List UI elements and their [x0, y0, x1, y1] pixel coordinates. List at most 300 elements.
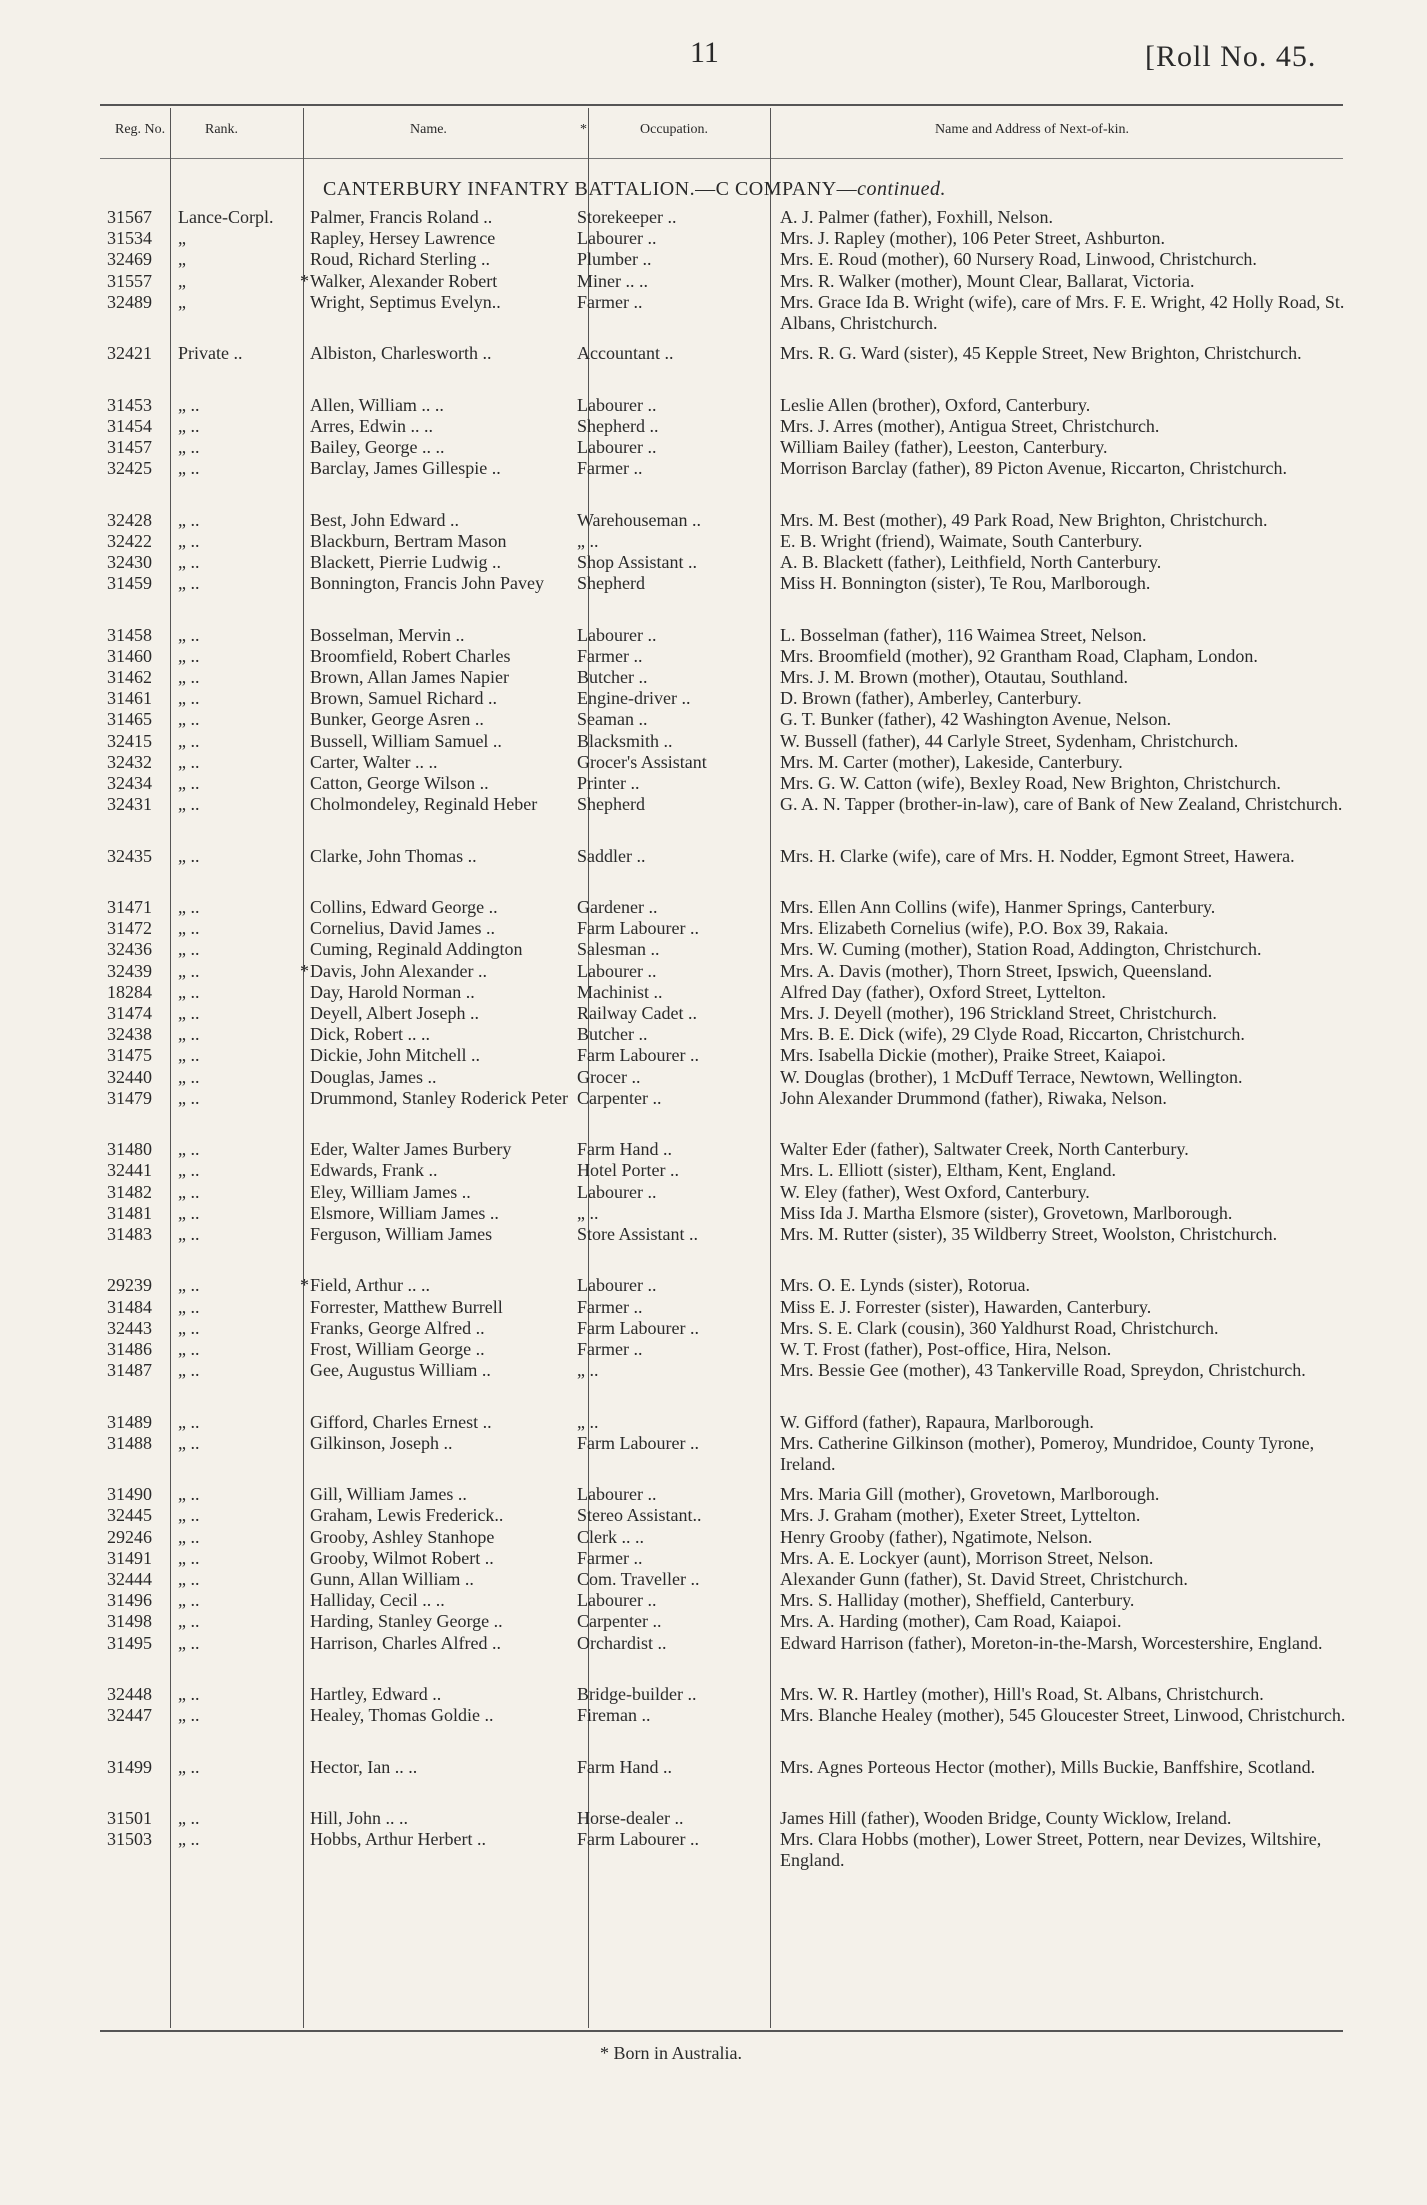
name-cell: Arres, Edwin .. ..: [310, 415, 433, 436]
occupation-cell: „ ..: [577, 1360, 599, 1381]
name-cell: Allen, William .. ..: [310, 394, 444, 415]
name-cell: Dickie, John Mitchell ..: [310, 1045, 480, 1066]
next-of-kin-cell: A. B. Blackett (father), Leithfield, North Canterbury.: [780, 552, 1162, 572]
next-of-kin-cell: Mrs. Isabella Dickie (mother), Praike Street, Kaiapoi.: [780, 1045, 1166, 1066]
reg-no-cell: 32428: [107, 509, 152, 530]
born-in-australia-mark: *: [300, 1275, 309, 1296]
occupation-cell: Grocer ..: [577, 1066, 641, 1087]
reg-no-cell: 31557: [107, 270, 152, 291]
section-title: [323, 178, 946, 201]
name-cell: Hartley, Edward ..: [310, 1684, 442, 1704]
occupation-cell: Farm Hand ..: [577, 1139, 672, 1160]
next-of-kin-cell: Mrs. Bessie Gee (mother), 43 Tankerville Road, Spreydon, Christchurch.: [780, 1360, 1306, 1381]
reg-no-cell: 31487: [107, 1360, 152, 1381]
name-cell: Harrison, Charles Alfred ..: [310, 1632, 501, 1653]
rank-cell: „ ..: [178, 573, 200, 594]
reg-no-cell: 32441: [107, 1160, 152, 1181]
occupation-cell: Gardener ..: [577, 897, 658, 917]
occupation-cell: Orchardist ..: [577, 1632, 667, 1653]
next-of-kin-cell: John Alexander Drummond (father), Riwaka, Nelson.: [780, 1087, 1167, 1108]
occupation-cell: Seaman ..: [577, 709, 648, 730]
next-of-kin-cell: Mrs. J. Deyell (mother), 196 Strickland Street, Christchurch.: [780, 1003, 1217, 1023]
next-of-kin-cell: G. A. N. Tapper (brother-in-law), care of Bank of New Zealand, Christchurch.: [780, 794, 1343, 815]
name-cell: Forrester, Matthew Burrell: [310, 1296, 503, 1317]
reg-no-cell: 32434: [107, 773, 152, 793]
rank-cell: „ ..: [178, 709, 200, 730]
name-cell: Graham, Lewis Frederick..: [310, 1505, 504, 1526]
name-cell: Gifford, Charles Ernest ..: [310, 1411, 492, 1432]
occupation-cell: Clerk .. ..: [577, 1526, 644, 1547]
rank-cell: „ ..: [178, 1705, 200, 1726]
name-cell: Deyell, Albert Joseph ..: [310, 1003, 479, 1023]
reg-no-cell: 32435: [107, 845, 152, 866]
col-head-rank: Rank.: [205, 122, 239, 137]
occupation-cell: Grocer's Assistant: [577, 751, 707, 772]
occupation-cell: Farm Hand ..: [577, 1756, 672, 1777]
rank-cell: „ ..: [178, 1526, 200, 1547]
occupation-cell: Labourer ..: [577, 437, 657, 457]
reg-no-cell: 31498: [107, 1611, 152, 1632]
reg-no-cell: 31459: [107, 573, 152, 594]
rank-cell: „ ..: [178, 624, 200, 645]
reg-no-cell: 31471: [107, 897, 152, 917]
occupation-cell: Farm Labourer ..: [577, 1829, 699, 1850]
occupation-cell: Farm Labourer ..: [577, 1432, 699, 1453]
rank-cell: „ ..: [178, 1484, 200, 1505]
reg-no-cell: 32431: [107, 794, 152, 815]
rank-cell: „ ..: [178, 1224, 200, 1244]
rank-cell: „ ..: [178, 1684, 200, 1704]
reg-no-cell: 18284: [107, 981, 152, 1002]
name-cell: Broomfield, Robert Charles: [310, 645, 511, 666]
rank-cell: „ ..: [178, 1024, 200, 1045]
occupation-cell: Shepherd: [577, 794, 645, 815]
occupation-cell: Store Assistant ..: [577, 1224, 699, 1244]
next-of-kin-cell: Miss Ida J. Martha Elsmore (sister), Grovetown, Marlborough.: [780, 1202, 1233, 1223]
occupation-cell: Stereo Assistant..: [577, 1505, 702, 1526]
name-cell: Hill, John .. ..: [310, 1808, 409, 1828]
next-of-kin-cell: Mrs. A. Davis (mother), Thorn Street, Ipswich, Queensland.: [780, 960, 1213, 981]
section-title-text: CANTERBURY INFANTRY BATTALION.—C COMPANY—: [323, 178, 858, 200]
rank-cell: „ ..: [178, 1611, 200, 1632]
reg-no-cell: 32443: [107, 1317, 152, 1338]
occupation-cell: Railway Cadet ..: [577, 1003, 697, 1023]
occupation-cell: Labourer ..: [577, 1484, 657, 1505]
rank-cell: „ ..: [178, 794, 200, 815]
rank-cell: „ ..: [178, 1590, 200, 1611]
occupation-cell: Hotel Porter ..: [577, 1160, 679, 1181]
occupation-cell: Farm Labourer ..: [577, 918, 699, 939]
next-of-kin-cell: L. Bosselman (father), 116 Waimea Street, Nelson.: [780, 624, 1147, 645]
col-head-occupation: Occupation.: [640, 122, 709, 137]
reg-no-cell: 32432: [107, 751, 152, 772]
next-of-kin-cell: Mrs. H. Clarke (wife), care of Mrs. H. Nodder, Egmont Street, Hawera.: [780, 845, 1295, 866]
name-cell: Bonnington, Francis John Pavey: [310, 573, 544, 594]
occupation-cell: Bridge-builder ..: [577, 1684, 697, 1704]
name-cell: Healey, Thomas Goldie ..: [310, 1705, 494, 1726]
next-of-kin-cell: G. T. Bunker (father), 42 Washington Avenue, Nelson.: [780, 709, 1172, 730]
rank-cell: „: [178, 228, 186, 249]
rank-cell: „ ..: [178, 1505, 200, 1526]
name-cell: Barclay, James Gillespie ..: [310, 458, 501, 479]
rank-cell: „ ..: [178, 1808, 200, 1828]
rank-cell: „ ..: [178, 1181, 200, 1202]
rank-cell: „ ..: [178, 1087, 200, 1108]
name-cell: Brown, Samuel Richard ..: [310, 688, 497, 709]
name-cell: Bussell, William Samuel ..: [310, 730, 502, 751]
name-cell: Harding, Stanley George ..: [310, 1611, 503, 1632]
rank-cell: „ ..: [178, 1411, 200, 1432]
reg-no-cell: 32430: [107, 552, 152, 572]
rank-cell: „ ..: [178, 688, 200, 709]
next-of-kin-cell: W. Douglas (brother), 1 McDuff Terrace, Newtown, Wellington.: [780, 1066, 1243, 1087]
occupation-cell: „ ..: [577, 530, 599, 551]
rank-cell: „ ..: [178, 981, 200, 1002]
occupation-cell: Carpenter ..: [577, 1087, 662, 1108]
bottom-rule: [100, 2030, 1343, 2032]
reg-no-cell: 31567: [107, 207, 152, 227]
next-of-kin-cell: Mrs. Broomfield (mother), 92 Grantham Road, Clapham, London.: [780, 645, 1258, 666]
reg-no-cell: 31454: [107, 415, 152, 436]
next-of-kin-cell: D. Brown (father), Amberley, Canterbury.: [780, 688, 1082, 709]
next-of-kin-cell: Mrs. E. Roud (mother), 60 Nursery Road, Linwood, Christchurch.: [780, 249, 1257, 270]
reg-no-cell: 31501: [107, 1808, 152, 1828]
rank-cell: Private ..: [178, 343, 243, 364]
rank-cell: „ ..: [178, 509, 200, 530]
rank-cell: „ ..: [178, 751, 200, 772]
reg-no-cell: 31453: [107, 394, 152, 415]
occupation-cell: Farm Labourer ..: [577, 1317, 699, 1338]
next-of-kin-cell: Mrs. S. Halliday (mother), Sheffield, Canterbury.: [780, 1590, 1135, 1611]
next-of-kin-cell: Mrs. W. R. Hartley (mother), Hill's Road, St. Albans, Christchurch.: [780, 1684, 1264, 1704]
name-cell: Gilkinson, Joseph ..: [310, 1432, 453, 1453]
rank-cell: „ ..: [178, 1569, 200, 1589]
rank-cell: „ ..: [178, 1632, 200, 1653]
occupation-cell: Horse-dealer ..: [577, 1808, 684, 1828]
name-cell: Davis, John Alexander ..: [310, 960, 487, 981]
reg-no-cell: 32489: [107, 291, 152, 312]
name-cell: Best, John Edward ..: [310, 509, 459, 530]
name-cell: Bunker, George Asren ..: [310, 709, 484, 730]
occupation-cell: Butcher ..: [577, 667, 648, 687]
occupation-cell: Farmer ..: [577, 458, 643, 479]
occupation-cell: Farmer ..: [577, 291, 643, 312]
next-of-kin-cell: Mrs. R. Walker (mother), Mount Clear, Ballarat, Victoria.: [780, 270, 1195, 291]
occupation-cell: Fireman ..: [577, 1705, 651, 1726]
reg-no-cell: 32445: [107, 1505, 152, 1526]
next-of-kin-cell: Mrs. J. Rapley (mother), 106 Peter Street, Ashburton.: [780, 228, 1165, 249]
rank-cell: „: [178, 291, 186, 312]
next-of-kin-cell: Morrison Barclay (father), 89 Picton Avenue, Riccarton, Christchurch.: [780, 458, 1288, 479]
rank-cell: „ ..: [178, 1045, 200, 1066]
name-cell: Grooby, Wilmot Robert ..: [310, 1547, 494, 1568]
column-divider: [170, 108, 171, 2028]
next-of-kin-cell: E. B. Wright (friend), Waimate, South Canterbury.: [780, 530, 1143, 551]
reg-no-cell: 31475: [107, 1045, 152, 1066]
col-head-reg-no: Reg. No.: [115, 122, 166, 137]
rank-cell: „ ..: [178, 939, 200, 960]
occupation-cell: Farm Labourer ..: [577, 1045, 699, 1066]
name-cell: Rapley, Hersey Lawrence: [310, 228, 496, 249]
col-head-next-of-kin: Name and Address of Next-of-kin.: [935, 122, 1130, 137]
next-of-kin-cell: Mrs. Blanche Healey (mother), 545 Gloucester Street, Linwood, Christchurch.: [780, 1705, 1346, 1726]
next-of-kin-cell: Mrs. S. E. Clark (cousin), 360 Yaldhurst Road, Christchurch.: [780, 1317, 1219, 1338]
rank-cell: Lance-Corpl.: [178, 207, 274, 227]
name-cell: Blackburn, Bertram Mason: [310, 530, 507, 551]
rank-cell: „ ..: [178, 645, 200, 666]
occupation-cell: Com. Traveller ..: [577, 1569, 700, 1589]
occupation-cell: „ ..: [577, 1202, 599, 1223]
occupation-cell: Labourer ..: [577, 1181, 657, 1202]
column-divider: [303, 108, 304, 2028]
rank-cell: „ ..: [178, 1339, 200, 1359]
name-cell: Palmer, Francis Roland ..: [310, 207, 493, 227]
rank-cell: „ ..: [178, 1003, 200, 1023]
name-cell: Halliday, Cecil .. ..: [310, 1590, 445, 1611]
reg-no-cell: 31484: [107, 1296, 152, 1317]
col-head-name: Name.: [410, 122, 447, 137]
next-of-kin-cell: Alexander Gunn (father), St. David Street, Christchurch.: [780, 1569, 1188, 1589]
occupation-cell: Labourer ..: [577, 1590, 657, 1611]
reg-no-cell: 32425: [107, 458, 152, 479]
reg-no-cell: 32448: [107, 1684, 152, 1704]
next-of-kin-cell: Mrs. B. E. Dick (wife), 29 Clyde Road, Riccarton, Christchurch.: [780, 1024, 1245, 1045]
name-cell: Carter, Walter .. ..: [310, 751, 438, 772]
name-cell: Elsmore, William James ..: [310, 1202, 499, 1223]
name-cell: Hobbs, Arthur Herbert ..: [310, 1829, 486, 1850]
name-cell: Roud, Richard Sterling ..: [310, 249, 490, 270]
name-cell: Ferguson, William James: [310, 1224, 493, 1244]
name-cell: Gill, William James ..: [310, 1484, 467, 1505]
footnote: * Born in Australia.: [600, 2043, 742, 2063]
occupation-cell: Farmer ..: [577, 1547, 643, 1568]
name-cell: Frost, William George ..: [310, 1339, 485, 1359]
reg-no-cell: 31490: [107, 1484, 152, 1505]
page-number: 11: [690, 36, 719, 69]
name-cell: Grooby, Ashley Stanhope: [310, 1526, 495, 1547]
reg-no-cell: 31482: [107, 1181, 152, 1202]
rank-cell: „ ..: [178, 667, 200, 687]
reg-no-cell: 32436: [107, 939, 152, 960]
rank-cell: „ ..: [178, 1829, 200, 1850]
reg-no-cell: 31461: [107, 688, 152, 709]
reg-no-cell: 31472: [107, 918, 152, 939]
header-rule-bottom: [100, 158, 1343, 159]
name-cell: Brown, Allan James Napier: [310, 667, 509, 687]
reg-no-cell: 31491: [107, 1547, 152, 1568]
reg-no-cell: 31488: [107, 1432, 152, 1453]
name-cell: Hector, Ian .. ..: [310, 1756, 418, 1777]
born-in-australia-mark: *: [300, 960, 309, 981]
occupation-cell: Labourer ..: [577, 960, 657, 981]
reg-no-cell: 31465: [107, 709, 152, 730]
occupation-cell: Plumber ..: [577, 249, 652, 270]
next-of-kin-cell: Mrs. Ellen Ann Collins (wife), Hanmer Springs, Canterbury.: [780, 897, 1216, 917]
reg-no-cell: 31495: [107, 1632, 152, 1653]
next-of-kin-cell: Leslie Allen (brother), Oxford, Canterbury.: [780, 394, 1091, 415]
next-of-kin-cell: Mrs. Grace Ida B. Wright (wife), care of Mrs. F. E. Wright, 42 Holly Road, St. Albans, Christchurch.: [780, 291, 1345, 333]
occupation-cell: Warehouseman ..: [577, 509, 702, 530]
next-of-kin-cell: Mrs. J. Graham (mother), Exeter Street, Lyttelton.: [780, 1505, 1141, 1526]
rank-cell: „ ..: [178, 1066, 200, 1087]
born-in-australia-mark: *: [300, 270, 309, 291]
reg-no-cell: 31499: [107, 1756, 152, 1777]
next-of-kin-cell: Mrs. Maria Gill (mother), Grovetown, Marlborough.: [780, 1484, 1160, 1505]
occupation-cell: Machinist ..: [577, 981, 663, 1002]
reg-no-cell: 31503: [107, 1829, 152, 1850]
reg-no-cell: 32439: [107, 960, 152, 981]
reg-no-cell: 32438: [107, 1024, 152, 1045]
rank-cell: „ ..: [178, 730, 200, 751]
reg-no-cell: 32415: [107, 730, 152, 751]
reg-no-cell: 32469: [107, 249, 152, 270]
rank-cell: „ ..: [178, 897, 200, 917]
occupation-cell: Labourer ..: [577, 228, 657, 249]
rank-cell: „ ..: [178, 1317, 200, 1338]
rank-cell: „ ..: [178, 552, 200, 572]
occupation-cell: Shepherd: [577, 573, 645, 594]
name-cell: Blackett, Pierrie Ludwig ..: [310, 552, 501, 572]
reg-no-cell: 32440: [107, 1066, 152, 1087]
next-of-kin-cell: Mrs. A. E. Lockyer (aunt), Morrison Street, Nelson.: [780, 1547, 1154, 1568]
reg-no-cell: 32421: [107, 343, 152, 364]
reg-no-cell: 29239: [107, 1275, 152, 1296]
rank-cell: „ ..: [178, 1139, 200, 1160]
name-cell: Field, Arthur .. ..: [310, 1275, 430, 1296]
next-of-kin-cell: W. T. Frost (father), Post-office, Hira, Nelson.: [780, 1339, 1112, 1359]
next-of-kin-cell: Walter Eder (father), Saltwater Creek, North Canterbury.: [780, 1139, 1189, 1160]
next-of-kin-cell: Miss H. Bonnington (sister), Te Rou, Marlborough.: [780, 573, 1151, 594]
reg-no-cell: 31483: [107, 1224, 152, 1244]
occupation-cell: Farmer ..: [577, 645, 643, 666]
occupation-cell: Shop Assistant ..: [577, 552, 698, 572]
name-cell: Albiston, Charlesworth ..: [310, 343, 492, 364]
next-of-kin-cell: Mrs. M. Carter (mother), Lakeside, Canterbury.: [780, 751, 1123, 772]
column-divider: [770, 108, 771, 2028]
occupation-cell: Blacksmith ..: [577, 730, 673, 751]
section-title-continued: continued.: [857, 178, 947, 200]
next-of-kin-cell: William Bailey (father), Leeston, Canterbury.: [780, 437, 1108, 457]
next-of-kin-cell: Miss E. J. Forrester (sister), Hawarden, Canterbury.: [780, 1296, 1152, 1317]
rank-cell: „ ..: [178, 1160, 200, 1181]
next-of-kin-cell: W. Gifford (father), Rapaura, Marlborough.: [780, 1411, 1094, 1432]
occupation-cell: Farmer ..: [577, 1339, 643, 1359]
occupation-cell: Carpenter ..: [577, 1611, 662, 1632]
occupation-cell: Shepherd ..: [577, 415, 659, 436]
name-cell: Gunn, Allan William ..: [310, 1569, 474, 1589]
next-of-kin-cell: Mrs. M. Best (mother), 49 Park Road, New Brighton, Christchurch.: [780, 509, 1268, 530]
next-of-kin-cell: Mrs. G. W. Catton (wife), Bexley Road, New Brighton, Christchurch.: [780, 773, 1281, 793]
roll-label: [Roll No. 45.: [1145, 40, 1317, 73]
col-head-star: *: [580, 122, 587, 137]
reg-no-cell: 31486: [107, 1339, 152, 1359]
name-cell: Franks, George Alfred ..: [310, 1317, 485, 1338]
rank-cell: „ ..: [178, 918, 200, 939]
rank-cell: „ ..: [178, 845, 200, 866]
reg-no-cell: 31496: [107, 1590, 152, 1611]
next-of-kin-cell: Alfred Day (father), Oxford Street, Lyttelton.: [780, 981, 1106, 1002]
next-of-kin-cell: W. Bussell (father), 44 Carlyle Street, Sydenham, Christchurch.: [780, 730, 1239, 751]
name-cell: Edwards, Frank ..: [310, 1160, 438, 1181]
occupation-cell: Accountant ..: [577, 343, 674, 364]
name-cell: Wright, Septimus Evelyn..: [310, 291, 501, 312]
name-cell: Day, Harold Norman ..: [310, 981, 475, 1002]
rank-cell: „ ..: [178, 1202, 200, 1223]
name-cell: Gee, Augustus William ..: [310, 1360, 491, 1381]
reg-no-cell: 31474: [107, 1003, 152, 1023]
next-of-kin-cell: Mrs. J. Arres (mother), Antigua Street, Christchurch.: [780, 415, 1160, 436]
rank-cell: „ ..: [178, 530, 200, 551]
next-of-kin-cell: W. Eley (father), West Oxford, Canterbury.: [780, 1181, 1090, 1202]
reg-no-cell: 31460: [107, 645, 152, 666]
rank-cell: „ ..: [178, 960, 200, 981]
occupation-cell: Labourer ..: [577, 1275, 657, 1296]
occupation-cell: Printer ..: [577, 773, 640, 793]
reg-no-cell: 32447: [107, 1705, 152, 1726]
next-of-kin-cell: Mrs. Catherine Gilkinson (mother), Pomeroy, Mundridoe, County Tyrone, Ireland.: [780, 1432, 1315, 1474]
name-cell: Eder, Walter James Burbery: [310, 1139, 512, 1160]
name-cell: Cholmondeley, Reginald Heber: [310, 794, 538, 815]
name-cell: Collins, Edward George ..: [310, 897, 498, 917]
rank-cell: „ ..: [178, 458, 200, 479]
name-cell: Clarke, John Thomas ..: [310, 845, 477, 866]
next-of-kin-cell: Edward Harrison (father), Moreton-in-the-Marsh, Worcestershire, England.: [780, 1632, 1323, 1653]
reg-no-cell: 31457: [107, 437, 152, 457]
next-of-kin-cell: Mrs. R. G. Ward (sister), 45 Kepple Street, New Brighton, Christchurch.: [780, 343, 1302, 364]
reg-no-cell: 31481: [107, 1202, 152, 1223]
reg-no-cell: 31458: [107, 624, 152, 645]
reg-no-cell: 31462: [107, 667, 152, 687]
next-of-kin-cell: Mrs. L. Elliott (sister), Eltham, Kent, England.: [780, 1160, 1116, 1181]
next-of-kin-cell: Mrs. Elizabeth Cornelius (wife), P.O. Box 39, Rakaia.: [780, 918, 1169, 939]
reg-no-cell: 31489: [107, 1411, 152, 1432]
occupation-cell: Storekeeper ..: [577, 207, 677, 227]
rank-cell: „: [178, 249, 186, 270]
header-rule-top: [100, 104, 1343, 106]
rank-cell: „ ..: [178, 1756, 200, 1777]
name-cell: Bosselman, Mervin ..: [310, 624, 465, 645]
name-cell: Bailey, George .. ..: [310, 437, 445, 457]
reg-no-cell: 29246: [107, 1526, 152, 1547]
rank-cell: „ ..: [178, 1296, 200, 1317]
name-cell: Drummond, Stanley Roderick Peter: [310, 1087, 568, 1108]
occupation-cell: Labourer ..: [577, 394, 657, 415]
reg-no-cell: 32444: [107, 1569, 152, 1589]
rank-cell: „ ..: [178, 415, 200, 436]
rank-cell: „ ..: [178, 1432, 200, 1453]
occupation-cell: Farmer ..: [577, 1296, 643, 1317]
next-of-kin-cell: Mrs. J. M. Brown (mother), Otautau, Southland.: [780, 667, 1128, 687]
next-of-kin-cell: Henry Grooby (father), Ngatimote, Nelson.: [780, 1526, 1093, 1547]
reg-no-cell: 31479: [107, 1087, 152, 1108]
occupation-cell: „ ..: [577, 1411, 599, 1432]
rank-cell: „ ..: [178, 773, 200, 793]
occupation-cell: Miner .. ..: [577, 270, 648, 291]
next-of-kin-cell: Mrs. O. E. Lynds (sister), Rotorua.: [780, 1275, 1030, 1296]
rank-cell: „ ..: [178, 1360, 200, 1381]
name-cell: Catton, George Wilson ..: [310, 773, 489, 793]
rank-cell: „ ..: [178, 394, 200, 415]
next-of-kin-cell: Mrs. W. Cuming (mother), Station Road, Addington, Christchurch.: [780, 939, 1262, 960]
name-cell: Douglas, James ..: [310, 1066, 437, 1087]
next-of-kin-cell: James Hill (father), Wooden Bridge, County Wicklow, Ireland.: [780, 1808, 1232, 1828]
rank-cell: „ ..: [178, 1275, 200, 1296]
name-cell: Cornelius, David James ..: [310, 918, 495, 939]
reg-no-cell: 31534: [107, 228, 152, 249]
occupation-cell: Engine-driver ..: [577, 688, 691, 709]
occupation-cell: Salesman ..: [577, 939, 660, 960]
next-of-kin-cell: A. J. Palmer (father), Foxhill, Nelson.: [780, 207, 1053, 227]
